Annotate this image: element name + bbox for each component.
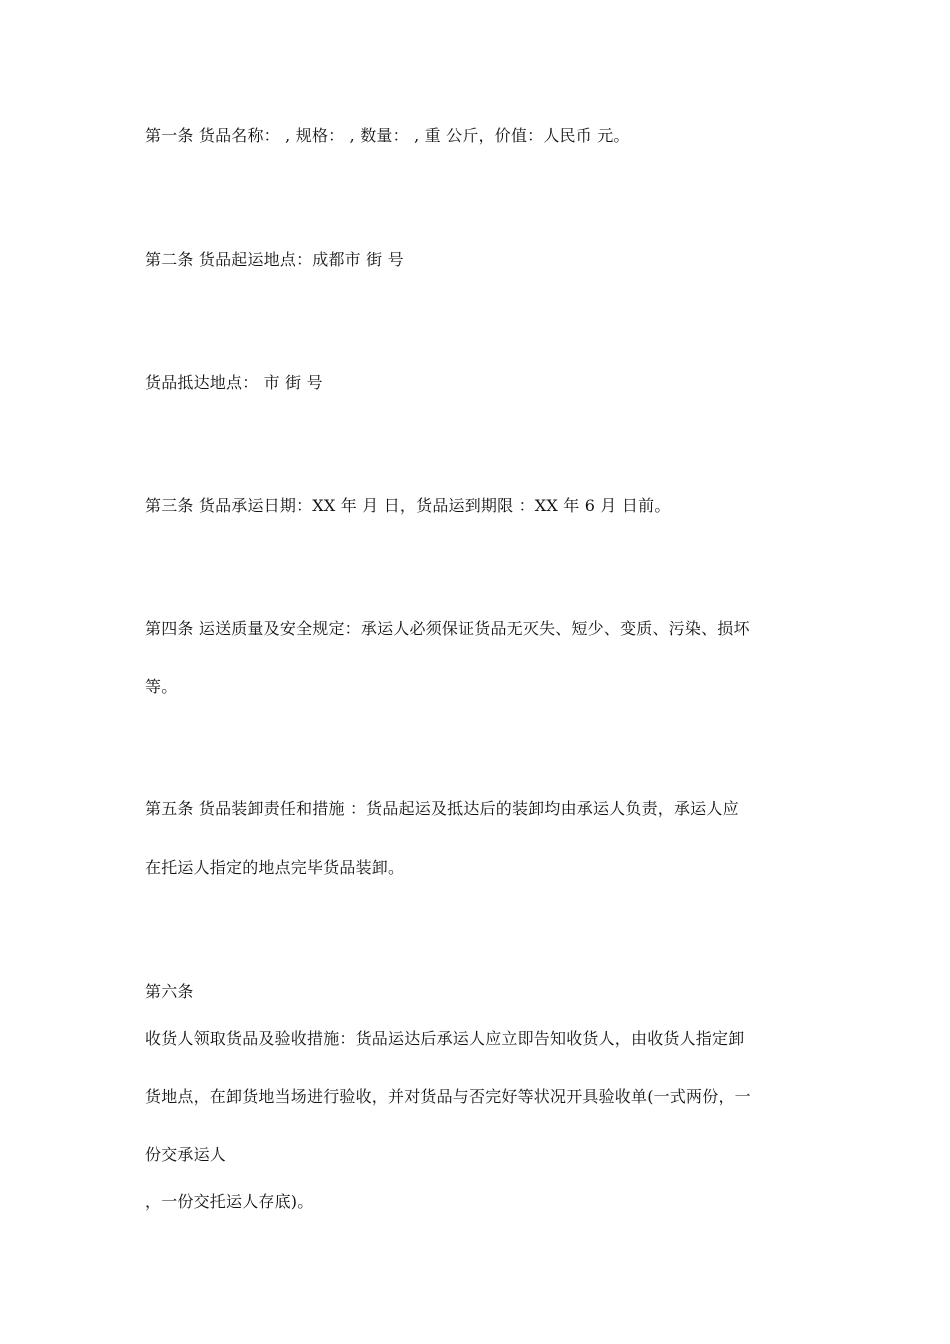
- article-6-line-4: ，一份交托运人存底)。: [145, 1192, 314, 1211]
- article-2-destination: 货品抵达地点： 市 街 号: [145, 373, 323, 392]
- article-4-quality-line-2: 等。: [145, 677, 178, 696]
- article-6-line-3: 份交承运人: [145, 1145, 227, 1164]
- article-3-dates: 第三条 货品承运日期：XX 年 月 日，货品运到期限 ：XX 年 6 月 日前。: [145, 496, 671, 515]
- article-2-origin: 第二条 货品起运地点：成都市 街 号: [145, 250, 404, 269]
- article-5-loading-line-1: 第五条 货品装卸责任和措施 ：货品起运及抵达后的装卸均由承运人负责，承运人应: [145, 799, 739, 818]
- article-6-heading: 第六条: [145, 982, 194, 1001]
- article-6-line-1: 收货人领取货品及验收措施：货品运达后承运人应立即告知收货人，由收货人指定卸: [145, 1029, 745, 1048]
- article-1-goods-info: 第一条 货品名称： , 规格： , 数量： , 重 公斤，价值：人民币 元。: [145, 126, 630, 145]
- article-6-line-2: 货地点，在卸货地当场进行验收，并对货品与否完好等状况开具验收单(一式两份，一: [145, 1087, 751, 1106]
- article-4-quality-line-1: 第四条 运送质量及安全规定：承运人必须保证货品无灭失、短少、变质、污染、损坏: [145, 619, 750, 638]
- article-5-loading-line-2: 在托运人指定的地点完毕货品装卸。: [145, 858, 405, 877]
